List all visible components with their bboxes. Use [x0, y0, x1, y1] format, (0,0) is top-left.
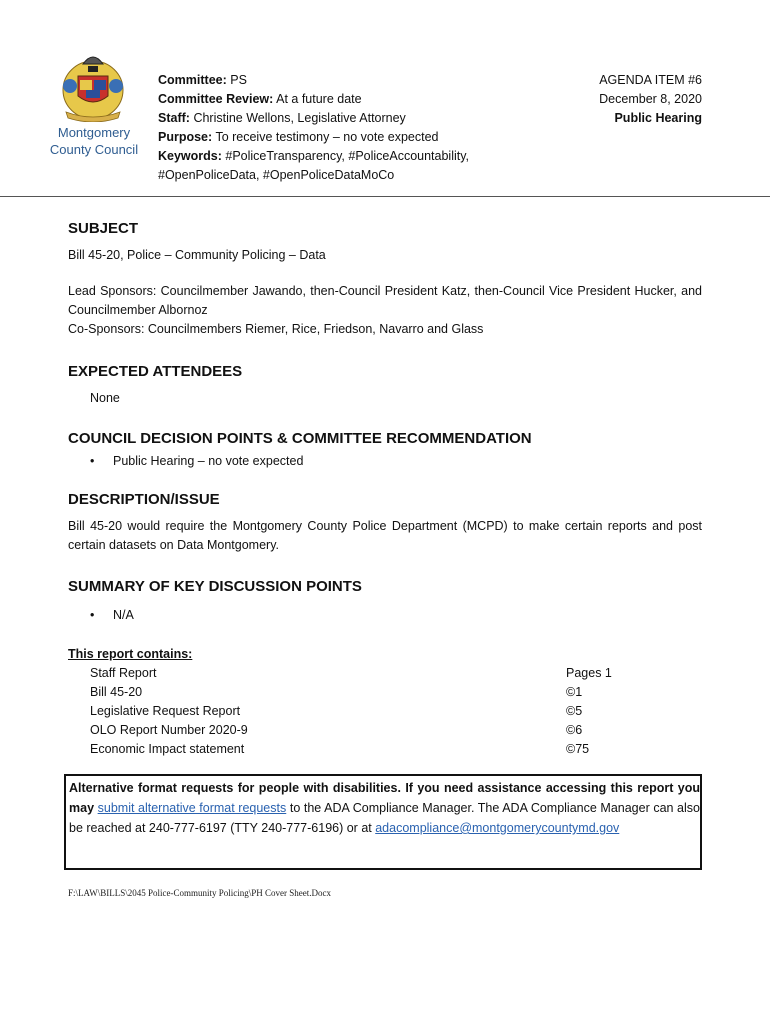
purpose-line	[158, 128, 469, 147]
header-meta	[158, 71, 469, 185]
hearing-type: Public Hearing	[614, 111, 702, 125]
report-contents	[68, 645, 702, 759]
purpose-value: To receive testimony – no vote expected	[215, 130, 439, 144]
agenda-item: AGENDA ITEM #6	[599, 73, 702, 87]
review-line	[158, 90, 469, 109]
committee-value: PS	[230, 73, 247, 87]
bullet-icon: •	[90, 454, 95, 468]
review-value: At a future date	[276, 92, 362, 106]
agenda-block	[599, 71, 702, 128]
council-name-line1: Montgomery	[57, 125, 131, 140]
ada-text: to the ADA Compliance Manager. The ADA Compliance Manager can also be reached at 240-777-6197 (TTY 240-777-6196) or at	[69, 801, 700, 835]
keywords-line	[158, 147, 469, 166]
keywords-label: Keywords:	[158, 149, 222, 163]
report-row-page: ©6	[566, 723, 583, 737]
decision-item-text: Public Hearing – no vote expected	[113, 454, 304, 468]
ada-notice-box	[64, 774, 702, 870]
council-name-line2: County Council	[49, 142, 139, 157]
committee-line	[158, 71, 469, 90]
description-section	[68, 489, 702, 555]
summary-section	[68, 576, 702, 625]
lead-sponsors: Lead Sponsors: Councilmember Jawando, then-Council President Katz, then-Council Vice President Hucker, and Councilmember Albornoz	[68, 284, 702, 317]
report-row-label: Economic Impact statement	[90, 742, 245, 756]
report-row-label: Bill 45-20	[90, 685, 143, 699]
report-contents-title: This report contains:	[68, 647, 193, 661]
attendees-section	[68, 361, 702, 408]
report-row	[68, 721, 702, 740]
report-row-page: ©75	[566, 742, 590, 756]
review-label: Committee Review:	[158, 92, 274, 106]
attendees-value: None	[90, 391, 120, 405]
keywords-line-2: #OpenPoliceData, #OpenPoliceDataMoCo	[158, 168, 395, 182]
decision-list	[68, 452, 702, 471]
keywords-value-1: #PoliceTransparency, #PoliceAccountability,	[225, 149, 470, 163]
purpose-label: Purpose:	[158, 130, 213, 144]
report-row	[68, 683, 702, 702]
report-row-page: ©1	[566, 685, 583, 699]
agenda-date: December 8, 2020	[599, 92, 702, 106]
committee-label: Committee:	[158, 73, 227, 87]
file-path-footer: F:\LAW\BILLS\2045 Police-Community Policing\PH Cover Sheet.Docx	[68, 888, 332, 898]
ada-bold-text: Alternative format requests for people with disabilities. If you need assistance accessing this report you may	[69, 781, 700, 815]
list-item	[68, 606, 702, 625]
council-name	[44, 124, 144, 158]
summary-item-text: N/A	[113, 608, 134, 622]
decision-section	[68, 428, 702, 471]
attendees-heading: EXPECTED ATTENDEES	[68, 363, 243, 380]
report-row-page: ©5	[566, 704, 583, 718]
list-item	[68, 452, 702, 471]
summary-heading: SUMMARY OF KEY DISCUSSION POINTS	[68, 578, 362, 595]
report-row	[68, 702, 702, 721]
staff-label: Staff:	[158, 111, 190, 125]
description-heading: DESCRIPTION/ISSUE	[68, 491, 220, 508]
decision-heading: COUNCIL DECISION POINTS & COMMITTEE RECOMMENDATION	[68, 430, 532, 447]
header-divider	[0, 196, 770, 197]
subject-bill: Bill 45-20, Police – Community Policing – Data	[68, 248, 326, 262]
summary-list	[68, 606, 702, 625]
report-row-page: Pages 1	[566, 666, 612, 680]
staff-line	[158, 109, 469, 128]
report-row	[68, 740, 702, 759]
report-row-label: OLO Report Number 2020-9	[90, 723, 248, 737]
report-row-label: Staff Report	[90, 666, 157, 680]
county-seal-logo	[58, 46, 128, 122]
description-text: Bill 45-20 would require the Montgomery County Police Department (MCPD) to make certain reports and post certain datasets on Data Montgomery.	[68, 519, 702, 552]
ada-email-link[interactable]: adacompliance@montgomerycountymd.gov	[375, 821, 620, 835]
subject-heading: SUBJECT	[68, 220, 139, 237]
alternative-format-link[interactable]: submit alternative format requests	[97, 801, 287, 815]
subject-section	[68, 218, 702, 339]
co-sponsors: Co-Sponsors: Councilmembers Riemer, Rice, Friedson, Navarro and Glass	[68, 322, 484, 336]
staff-value: Christine Wellons, Legislative Attorney	[193, 111, 406, 125]
report-row-label: Legislative Request Report	[90, 704, 241, 718]
bullet-icon: •	[90, 608, 95, 622]
report-row	[68, 664, 702, 683]
